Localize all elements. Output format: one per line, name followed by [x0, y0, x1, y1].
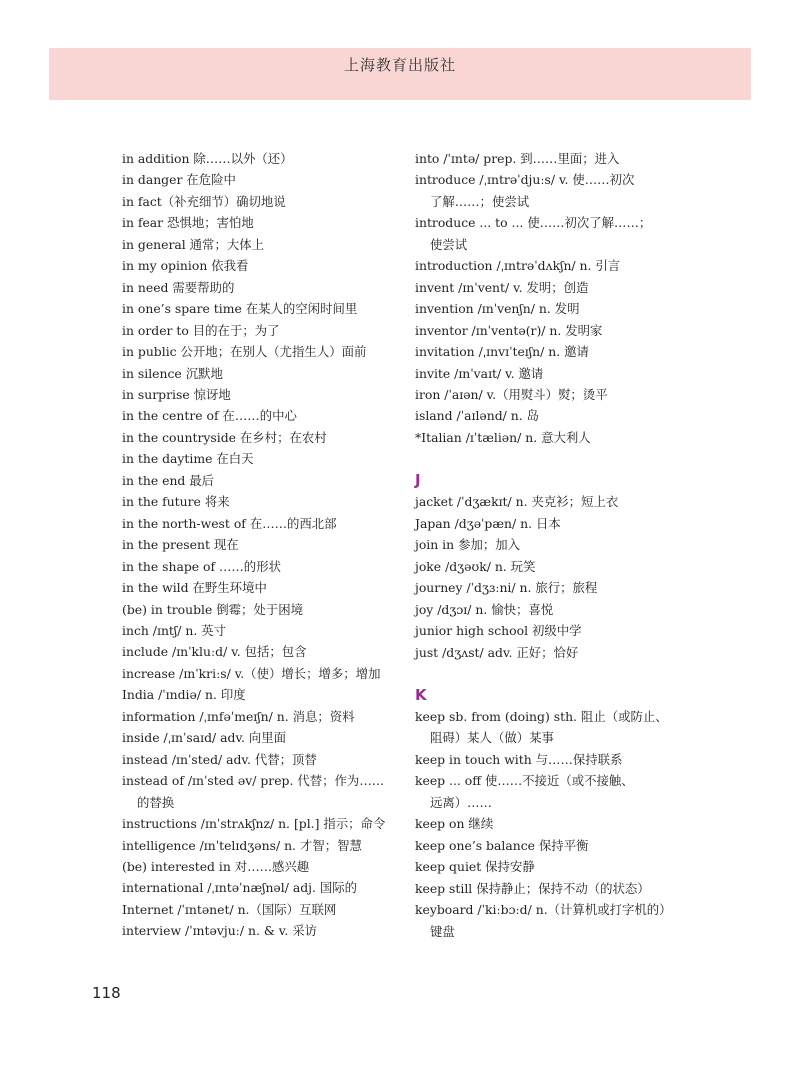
vocab-entry-continuation: 使尝试 — [430, 236, 468, 252]
vocab-entry: in fact（补充细节）确切地说 — [122, 193, 286, 209]
vocab-entry: India /ˈɪndiə/ n. 印度 — [122, 687, 246, 703]
vocab-entry: joke /dʒəʊk/ n. 玩笑 — [415, 558, 536, 574]
vocab-entry: in the centre of 在……的中心 — [122, 408, 297, 424]
vocab-entry: inch /ɪntʃ/ n. 英寸 — [122, 622, 227, 638]
section-letter-j: J — [415, 471, 421, 490]
vocab-entry: interview /ˈɪntəvjuː/ n. & v. 采访 — [122, 923, 317, 939]
vocab-entry-continuation: 的替换 — [137, 794, 175, 810]
vocab-entry: introduce /ˌɪntrəˈdjuːs/ v. 使……初次 — [415, 172, 635, 188]
publisher-title: 上海教育出版社 — [343, 56, 456, 74]
vocab-entry: in one’s spare time 在某人的空闲时间里 — [122, 301, 358, 317]
vocab-entry: (be) interested in 对……感兴趣 — [122, 858, 310, 874]
section-letter-k: K — [415, 685, 427, 704]
vocab-entry: in the wild 在野生环境中 — [122, 580, 267, 596]
vocab-entry: introduce ... to ... 使……初次了解……； — [415, 215, 652, 231]
vocab-entry: *Italian /ɪˈtæliən/ n. 意大利人 — [415, 429, 591, 445]
vocab-entry: keep quiet 保持安静 — [415, 859, 535, 875]
vocab-entry: journey /ˈdʒɜːni/ n. 旅行；旅程 — [415, 580, 598, 596]
vocab-entry: in the present 现在 — [122, 537, 239, 553]
vocab-entry-continuation: 阻碍）某人（做）某事 — [430, 730, 554, 746]
vocab-entry: in the shape of ……的形状 — [122, 558, 281, 574]
vocab-entry: keep still 保持静止；保持不动（的状态） — [415, 880, 650, 896]
vocab-entry: in silence 沉默地 — [122, 365, 223, 381]
vocab-entry: in the end 最后 — [122, 472, 215, 488]
vocab-entry-continuation: 远离）…… — [430, 794, 492, 810]
vocab-entry: in my opinion 依我看 — [122, 258, 249, 274]
vocab-entry: island /ˈaɪlənd/ n. 岛 — [415, 408, 540, 424]
vocab-entry: just /dʒʌst/ adv. 正好；恰好 — [415, 644, 579, 660]
vocab-entry: keep on 继续 — [415, 816, 494, 832]
left-column — [122, 148, 392, 942]
vocab-entry: Internet /ˈɪntənet/ n.（国际）互联网 — [122, 901, 337, 917]
vocab-entry: include /ɪnˈkluːd/ v. 包括；包含 — [122, 644, 307, 660]
vocab-entry: junior high school 初级中学 — [415, 623, 582, 639]
vocab-entry: in addition 除……以外（还） — [122, 151, 293, 166]
vocab-entry: international /ˌɪntəˈnæʃnəl/ adj. 国际的 — [122, 880, 358, 896]
vocab-entry: instead /ɪnˈsted/ adv. 代替；顶替 — [122, 751, 317, 767]
vocab-entry: jacket /ˈdʒækɪt/ n. 夹克衫；短上衣 — [415, 494, 619, 510]
vocab-entry-continuation: 键盘 — [430, 923, 455, 939]
vocab-entry: keep in touch with 与……保持联系 — [415, 751, 623, 767]
vocab-entry: in fear 恐惧地；害怕地 — [122, 215, 254, 231]
vocab-entry: inside /ˌɪnˈsaɪd/ adv. 向里面 — [122, 730, 287, 746]
vocab-entry: in the countryside 在乡村；在农村 — [122, 429, 327, 445]
right-column — [415, 148, 715, 942]
vocab-entry: instead of /ɪnˈsted əv/ prep. 代替；作为…… — [122, 773, 385, 789]
vocab-entry: invent /ɪnˈvent/ v. 发明；创造 — [415, 279, 589, 295]
vocab-entry: inventor /ɪnˈventə(r)/ n. 发明家 — [415, 322, 603, 338]
vocab-entry: invention /ɪnˈvenʃn/ n. 发明 — [415, 301, 580, 317]
vocab-entry: introduction /ˌɪntrəˈdʌkʃn/ n. 引言 — [415, 258, 621, 274]
vocab-entry: in need 需要帮助的 — [122, 279, 235, 295]
vocab-entry: instructions /ɪnˈstrʌkʃnz/ n. [pl.] 指示；命令 — [122, 816, 386, 832]
page-number: 118 — [92, 984, 121, 1002]
vocab-entry: in general 通常；大体上 — [122, 236, 265, 252]
vocab-entry: Japan /dʒəˈpæn/ n. 日本 — [415, 515, 561, 531]
vocab-entry: in the daytime 在白天 — [122, 451, 254, 467]
vocab-entry: intelligence /ɪnˈtelɪdʒəns/ n. 才智；智慧 — [122, 837, 362, 853]
vocab-entry: in public 公开地；在别人（尤指生人）面前 — [122, 344, 367, 360]
vocab-entry: iron /ˈaɪən/ v.（用熨斗）熨；烫平 — [415, 386, 608, 402]
vocab-entry: in danger 在危险中 — [122, 172, 236, 188]
vocab-entry: (be) in trouble 倒霉；处于困境 — [122, 601, 303, 617]
header-band — [49, 48, 751, 100]
vocab-entry: into /ˈɪntə/ prep. 到……里面；进入 — [415, 151, 620, 166]
vocab-entry: keep ... off 使……不接近（或不接触、 — [415, 773, 634, 789]
vocab-entry-continuation: 了解……；使尝试 — [430, 193, 530, 209]
vocab-entry: increase /ɪnˈkriːs/ v.（使）增长；增多；增加 — [122, 665, 381, 681]
vocab-entry: in the north-west of 在……的西北部 — [122, 515, 337, 531]
vocab-entry: keyboard /ˈkiːbɔːd/ n.（计算机或打字机的） — [415, 902, 672, 918]
vocab-entry: in the future 将来 — [122, 494, 230, 510]
vocab-entry: keep one’s balance 保持平衡 — [415, 837, 589, 853]
vocab-entry: in surprise 惊讶地 — [122, 386, 231, 402]
vocab-entry: joy /dʒɔɪ/ n. 愉快；喜悦 — [415, 601, 554, 617]
vocab-entry: invite /ɪnˈvaɪt/ v. 邀请 — [415, 365, 544, 381]
vocab-entry: keep sb. from (doing) sth. 阻止（或防止、 — [415, 708, 668, 724]
vocab-entry: in order to 目的在于；为了 — [122, 322, 280, 338]
vocab-entry: join in 参加；加入 — [415, 537, 521, 553]
vocab-entry: invitation /ˌɪnvɪˈteɪʃn/ n. 邀请 — [415, 344, 589, 360]
vocab-entry: information /ˌɪnfəˈmeɪʃn/ n. 消息；资料 — [122, 708, 355, 724]
